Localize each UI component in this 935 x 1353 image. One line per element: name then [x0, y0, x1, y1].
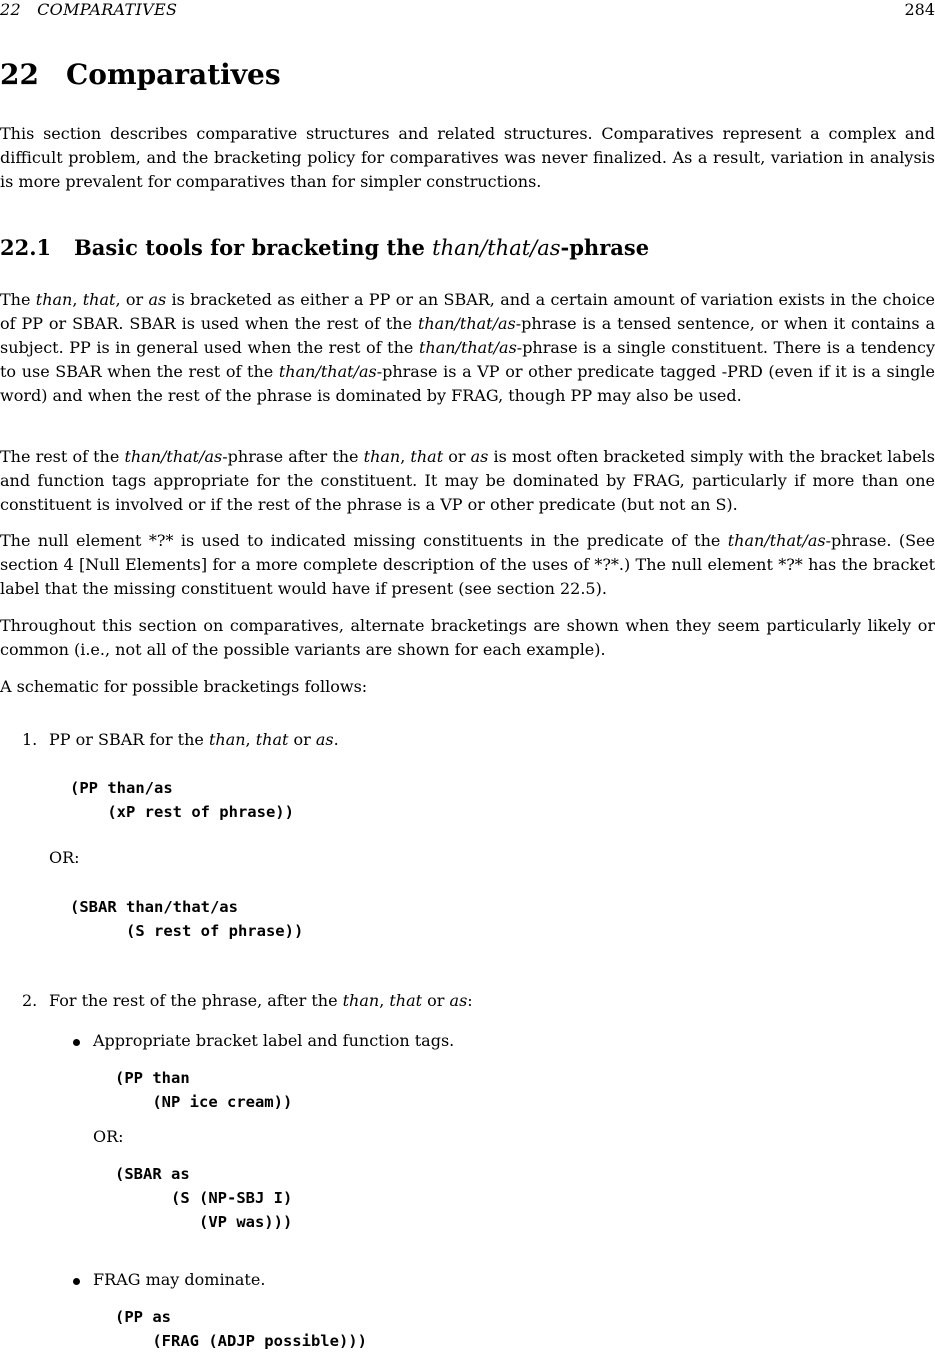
text-run: or — [288, 730, 316, 749]
bullet-text: FRAG may dominate. — [93, 1270, 266, 1289]
section-heading — [0, 58, 281, 92]
page-number: 284 — [904, 0, 935, 19]
subsection-title-italic: than/that/as — [432, 236, 561, 260]
text-run: PP or SBAR for the — [49, 730, 209, 749]
running-header — [0, 0, 935, 20]
italic-run: than/that/as — [418, 338, 517, 357]
text-run: -phrase is a VP or other predicate tagged -PRD (even if it is a single word) and when the rest of the phrase is dominated by FRAG, though PP may also be used. — [0, 362, 935, 405]
text-run: is most often bracketed simply with the bracket labels and function tags appropriate for the constituent. It may be dominated by FRAG, particularly if more than one constituent is involved or if the rest of the phrase is a VP or other predicate (but not an S). — [0, 447, 935, 514]
list-number: 2. — [22, 991, 38, 1010]
bullet-item-function-tags — [93, 1029, 454, 1053]
bullet-icon — [73, 1278, 80, 1285]
italic-run: than/that/as — [727, 531, 826, 550]
italic-run: than — [342, 991, 380, 1010]
text-run: -phrase after the — [222, 447, 364, 466]
or-label: OR: — [49, 848, 80, 867]
code-block-pp: (PP than/as (xP rest of phrase)) — [70, 779, 294, 821]
subsection-title-prefix: Basic tools for bracketing the — [74, 235, 433, 260]
list-item-2 — [22, 989, 473, 1013]
text-run: , — [400, 447, 411, 466]
subsection-title-suffix: -phrase — [560, 235, 650, 260]
bullet-text: Appropriate bracket label and function tags. — [93, 1031, 455, 1050]
text-run: , — [245, 730, 256, 749]
text-run: -phrase is a tensed sentence, or when it contains a subject. PP is in general used when the rest of the — [0, 314, 935, 357]
text-run: , — [72, 290, 83, 309]
text-run: For the rest of the phrase, after the — [49, 991, 343, 1010]
code-block-sbar: (SBAR than/that/as (S rest of phrase)) — [70, 898, 304, 940]
list-number: 1. — [22, 730, 38, 749]
italic-run: as — [470, 447, 489, 466]
section-title: Comparatives — [66, 58, 281, 91]
italic-run: than — [35, 290, 73, 309]
text-run: . — [333, 730, 339, 749]
italic-run: as — [449, 991, 468, 1010]
text-run: is bracketed as either a PP or an SBAR, and a certain amount of variation exists in the choice of PP or SBAR. SBAR is used when the rest of the — [0, 290, 935, 333]
text-run: The rest of the — [0, 447, 125, 466]
code-block-sbar-as: (SBAR as (S (NP-SBJ I) (VP was))) — [115, 1165, 293, 1231]
italic-run: that — [410, 447, 444, 466]
section-number: 22 — [0, 58, 39, 91]
text-run: -phrase is a single constituent. There is a tendency to use SBAR when the rest of the — [0, 338, 935, 381]
subsection-heading — [0, 234, 649, 262]
text-run: or — [443, 447, 471, 466]
paragraph-schematic-intro: A schematic for possible bracketings follows: — [0, 677, 368, 696]
code-block-pp-than: (PP than (NP ice cream)) — [115, 1069, 293, 1111]
text-run: : — [467, 991, 473, 1010]
italic-run: as — [315, 730, 334, 749]
italic-run: than/that/as — [278, 362, 377, 381]
subsection-number: 22.1 — [0, 235, 52, 260]
intro-paragraph: This section describes comparative structures and related structures. Comparatives represent a complex and difficult problem, and the bracketing policy for comparatives was never finalized. As a result, variation in analysis is more prevalent for comparatives than for simpler constructions. — [0, 124, 935, 191]
paragraph-alternate-bracketings: Throughout this section on comparatives, alternate bracketings are shown when they seem particularly likely or common (i.e., not all of the possible variants are shown for each example). — [0, 616, 935, 659]
bullet-item-frag — [93, 1268, 265, 1292]
text-run: , — [379, 991, 390, 1010]
text-run: or — [422, 991, 450, 1010]
or-label: OR: — [93, 1127, 124, 1146]
paragraph-rest-of-phrase — [0, 445, 935, 517]
text-run: -phrase. (See section 4 [Null Elements] for a more complete description of the uses of *?*.) The null element *?* has the bracket label that the missing constituent would have if present (see section 22.5). — [0, 531, 935, 598]
code-block-pp-frag: (PP as (FRAG (ADJP possible))) — [115, 1308, 367, 1350]
italic-run: than — [363, 447, 401, 466]
paragraph-null-element — [0, 529, 935, 601]
italic-run: than/that/as — [417, 314, 516, 333]
italic-run: that — [82, 290, 116, 309]
italic-run: than — [208, 730, 246, 749]
text-run: The — [0, 290, 36, 309]
list-item-1 — [22, 728, 339, 752]
text-run: The null element *?* is used to indicated missing constituents in the predicate of the — [0, 531, 728, 550]
paragraph-pp-sbar — [0, 288, 935, 408]
bullet-icon — [73, 1039, 80, 1046]
italic-run: that — [389, 991, 423, 1010]
italic-run: that — [255, 730, 289, 749]
italic-run: as — [148, 290, 167, 309]
italic-run: than/that/as — [124, 447, 223, 466]
text-run: , or — [115, 290, 149, 309]
running-header-section: 22 COMPARATIVES — [0, 0, 178, 19]
